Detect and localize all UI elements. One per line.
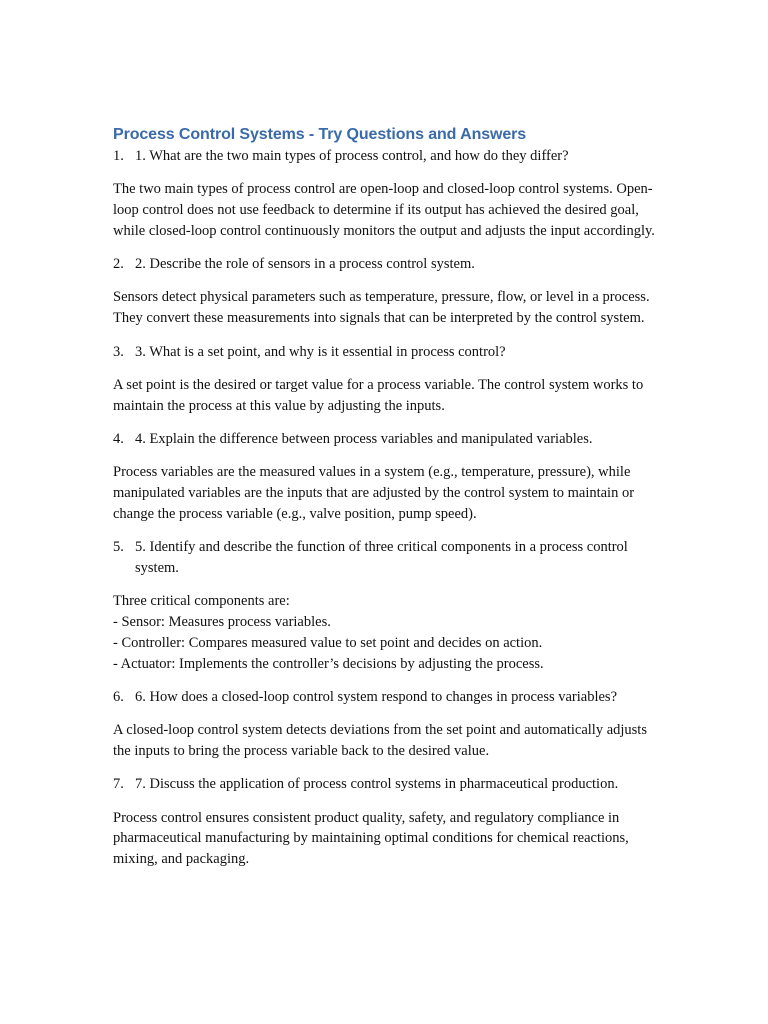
answer-line: Process control ensures consistent product quality, safety, and regulatory compliance in pharmaceutical manufacturing by maintaining optimal conditions for chemical reactions, mixing, and packaging.: [113, 809, 629, 868]
question-number: 5.: [113, 539, 124, 556]
question-text: 4. Explain the difference between process variables and manipulated variables.: [135, 430, 593, 447]
answer: [113, 591, 658, 674]
answer-line: A set point is the desired or target value for a process variable. The control system works to maintain the process at this value by adjusting the inputs.: [113, 376, 644, 414]
document-page: [113, 124, 658, 883]
question-text: 2. Describe the role of sensors in a process control system.: [135, 256, 475, 273]
qa-item: [113, 254, 658, 329]
answer: [113, 462, 658, 524]
answer-line: Three critical components are:: [113, 593, 290, 610]
document-title: Process Control Systems - Try Questions and Answers: [113, 126, 527, 143]
question-text: 5. Identify and describe the function of three critical components in a process control system.: [135, 539, 628, 576]
question: [113, 342, 658, 363]
question: [113, 687, 658, 708]
answer-line: Sensors detect physical parameters such as temperature, pressure, flow, or level in a process. They convert these measurements into signals that can be interpreted by the control system.: [113, 289, 650, 327]
answer-line: - Controller: Compares measured value to set point and decides on action.: [113, 634, 543, 651]
qa-item: [113, 146, 658, 242]
answer-line: - Sensor: Measures process variables.: [113, 614, 331, 631]
question-number: 7.: [113, 776, 124, 793]
question-text: 1. What are the two main types of process control, and how do they differ?: [135, 148, 569, 164]
question-text: 3. What is a set point, and why is it essential in process control?: [135, 343, 506, 360]
qa-item: [113, 774, 658, 870]
qa-item: [113, 342, 658, 417]
qa-item: [113, 687, 658, 762]
question: [113, 537, 658, 579]
question: [113, 146, 658, 167]
answer-line: A closed-loop control system detects deviations from the set point and automatically adjusts the inputs to bring the process variable back to the desired value.: [113, 722, 647, 760]
answer-line: Process variables are the measured values in a system (e.g., temperature, pressure), while manipulated variables are the inputs that are adjusted by the control system to maintain or change the process variable (e.g., valve position, pump speed).: [113, 464, 635, 522]
answer-line: - Actuator: Implements the controller’s decisions by adjusting the process.: [113, 655, 544, 672]
answer: [113, 179, 658, 241]
question-text: 6. How does a closed-loop control system respond to changes in process variables?: [135, 688, 618, 705]
qa-item: [113, 429, 658, 525]
question-number: 1.: [113, 148, 124, 164]
question-number: 4.: [113, 430, 124, 447]
question: [113, 429, 658, 450]
question-number: 6.: [113, 688, 124, 705]
answer-line: The two main types of process control are open-loop and closed-loop control systems. Open-loop control does not use feedback to determine if its output has achieved the desired goal, while closed-loop control continuously monitors the output and adjusts the input accordingly.: [113, 181, 655, 239]
question: [113, 774, 658, 795]
question-number: 3.: [113, 343, 124, 360]
answer: [113, 375, 658, 417]
qa-item: [113, 537, 658, 674]
answer: [113, 720, 658, 762]
question: [113, 254, 658, 275]
answer: [113, 287, 658, 329]
qa-list: [113, 146, 658, 870]
question-number: 2.: [113, 256, 124, 273]
question-text: 7. Discuss the application of process control systems in pharmaceutical production.: [135, 776, 619, 793]
answer: [113, 808, 658, 870]
